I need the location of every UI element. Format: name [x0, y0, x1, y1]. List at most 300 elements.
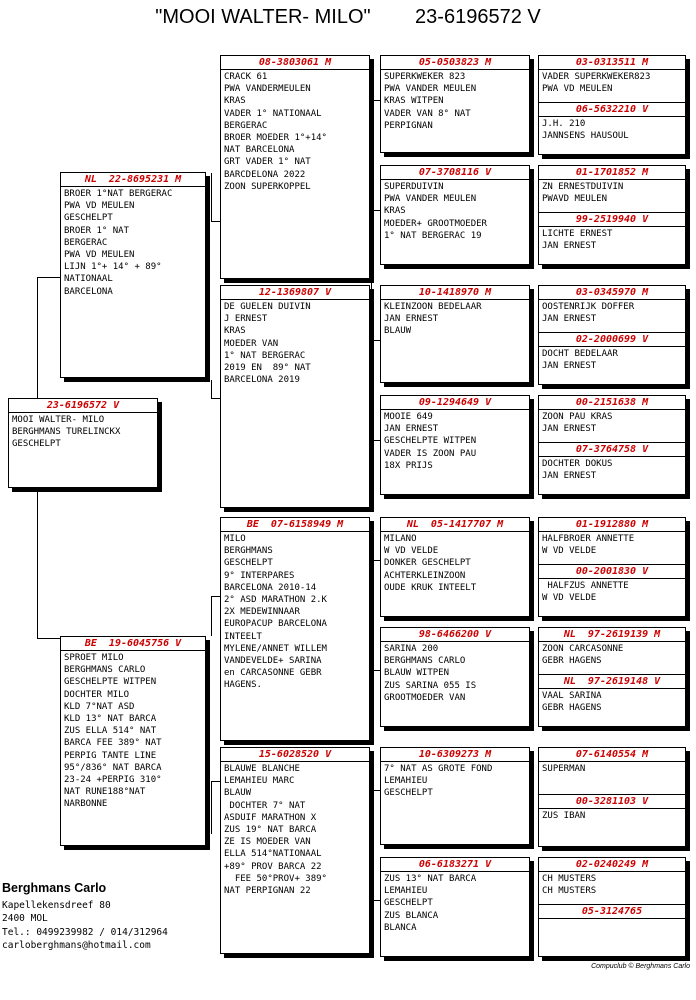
detail-line: ZUS 13° NAT BARCA — [384, 874, 477, 884]
detail-line: HALFZUS ANNETTE — [542, 581, 629, 591]
ring-code: 05-3124765 — [581, 906, 643, 917]
connector-line — [211, 781, 212, 834]
detail-line: J ERNEST — [224, 314, 268, 325]
detail-line: SUPERDUIVIN — [384, 182, 444, 192]
ring-number — [539, 166, 685, 180]
pigeon-details — [221, 532, 369, 693]
detail-line: BROER 1° NAT — [64, 225, 130, 236]
detail-line: BERGERAC — [224, 120, 268, 131]
detail-line: ZOON SUPERKOPPEL — [224, 181, 311, 192]
ring-number — [539, 56, 685, 70]
detail-line: MYLENE/ANNET WILLEM — [224, 643, 327, 654]
pedigree-pair-sire — [539, 396, 685, 442]
pigeon-details — [539, 762, 685, 776]
ring-number — [221, 286, 369, 300]
connector-line — [211, 173, 212, 221]
detail-line: MOOI WALTER- MILO — [12, 415, 105, 425]
detail-line: BERGHMANS — [224, 546, 273, 557]
detail-line: GROOTMOEDER VAN — [384, 692, 466, 703]
owner-email[interactable]: carloberghmans@hotmail.com — [2, 940, 151, 951]
detail-line: CRACK 61 — [224, 72, 268, 82]
detail-line: 7° NAT AS GROTE FOND — [384, 764, 493, 774]
connector-line — [211, 596, 212, 636]
detail-line: JAN ERNEST — [384, 424, 439, 435]
detail-line: BARCELONA 2019 — [224, 375, 300, 386]
detail-line: ZOON PAU KRAS — [542, 412, 613, 422]
ring-code: 98-6466200 V — [418, 629, 492, 640]
pedigree-pair-dam — [539, 332, 685, 384]
detail-line: MILO — [224, 534, 246, 544]
detail-line: VAAL SARINA — [542, 691, 602, 701]
ring-code: 15-6028520 V — [258, 749, 332, 760]
great-grandparent-box[interactable] — [380, 627, 530, 727]
detail-line: JAN ERNEST — [542, 241, 597, 252]
ring-number — [381, 748, 529, 762]
pedigree-pair-dam — [539, 442, 685, 494]
ancestor-pair-box[interactable] — [538, 747, 686, 847]
ancestor-pair-box[interactable] — [538, 395, 686, 495]
pigeon-details — [539, 919, 685, 921]
detail-line: OOSTENRIJK DOFFER — [542, 302, 635, 312]
ring-code: 07-3708116 V — [418, 167, 492, 178]
detail-line: en CARCASONNE GEBR — [224, 668, 322, 679]
connector-line — [37, 277, 38, 399]
great-grandparent-box[interactable] — [380, 285, 530, 383]
detail-line: JAN ERNEST — [384, 314, 439, 325]
pedigree-pair-dam — [539, 904, 685, 956]
pigeon-details — [539, 532, 685, 558]
footer-credit: Compuclub © Berghmans Carlo — [591, 963, 690, 970]
detail-line: ZUS IBAN — [542, 811, 586, 821]
ring-number — [539, 443, 685, 457]
ancestor-pair-box[interactable] — [538, 627, 686, 727]
grandparent-box[interactable] — [220, 747, 370, 954]
pigeon-details — [381, 180, 529, 243]
country-code: BE — [246, 519, 259, 530]
detail-line: NARBONNE — [64, 799, 108, 810]
pedigree-pair-dam — [539, 212, 685, 264]
detail-line: DOCHTER DOKUS — [542, 459, 613, 469]
sire-box[interactable] — [60, 172, 206, 378]
detail-line: LICHTE ERNEST — [542, 229, 613, 239]
detail-line: DONKER GESCHELPT — [384, 558, 471, 569]
detail-line: PWA VD MEULEN — [64, 250, 135, 261]
detail-line: BLAUWE BLANCHE — [224, 764, 300, 774]
pigeon-details — [381, 762, 529, 801]
detail-line: KRAS — [224, 326, 246, 337]
detail-line: GESCHELPT — [64, 213, 113, 224]
ancestor-pair-box[interactable] — [538, 165, 686, 265]
detail-line: GEBR HAGENS — [542, 703, 602, 714]
ring-number — [61, 637, 205, 651]
connector-line — [371, 340, 380, 341]
ring-code: 09-1294649 V — [418, 397, 492, 408]
detail-line: J.H. 210 — [542, 119, 586, 129]
detail-line: GESCHELPT — [384, 788, 433, 799]
pigeon-details — [221, 300, 369, 387]
connector-line — [371, 670, 380, 671]
pigeon-details — [381, 532, 529, 595]
ring-code: 10-1418970 M — [418, 287, 492, 298]
detail-line: GESCHELPT — [384, 898, 433, 909]
detail-line: KRAS WITPEN — [384, 96, 444, 107]
pedigree-pair-sire — [539, 56, 685, 102]
detail-line: BERGHMANS CARLO — [384, 656, 466, 667]
country-code: NL — [84, 174, 97, 185]
ring-code: 03-0345970 M — [575, 287, 649, 298]
connector-line — [211, 380, 212, 398]
ring-number — [539, 905, 685, 919]
ring-number — [539, 286, 685, 300]
detail-line: BROER 1°NAT BERGERAC — [64, 189, 173, 199]
ring-number — [61, 173, 205, 187]
great-grandparent-box[interactable] — [380, 857, 530, 957]
detail-line: MILANO — [384, 534, 417, 544]
connector-line — [371, 560, 380, 561]
detail-line: W VD VELDE — [384, 546, 439, 557]
connector-line — [371, 210, 380, 211]
ring-number — [221, 56, 369, 70]
ring-number — [539, 103, 685, 117]
ancestor-pair-box[interactable] — [538, 55, 686, 155]
ring-number — [539, 333, 685, 347]
ring-code: 05-1417707 M — [430, 519, 504, 530]
detail-line: BARCDELONA 2022 — [224, 169, 306, 180]
pedigree-pair-dam — [539, 102, 685, 154]
pigeon-details — [539, 457, 685, 483]
detail-line: JAN ERNEST — [542, 314, 597, 325]
pigeon-details — [539, 872, 685, 898]
detail-line: 95°/836° NAT BARCA — [64, 762, 162, 773]
detail-line: JAN ERNEST — [542, 361, 597, 372]
detail-line: BARCA FEE 389° NAT — [64, 738, 162, 749]
ring-code: 08-3803061 M — [258, 57, 332, 68]
detail-line: KLD 13° NAT BARCA — [64, 714, 157, 725]
ring-code: 22-8695231 M — [108, 174, 182, 185]
ring-code: 97-2619148 V — [587, 676, 661, 687]
ring-number — [381, 286, 529, 300]
detail-line: ZN ERNESTDUIVIN — [542, 182, 624, 192]
detail-line: GESCHELPTE WITPEN — [64, 677, 157, 688]
ring-code: 02-2000699 V — [575, 334, 649, 345]
detail-line: 2X MEDEWINNAAR — [224, 607, 300, 618]
ring-number — [381, 628, 529, 642]
great-grandparent-box[interactable] — [380, 165, 530, 265]
ring-number — [539, 565, 685, 579]
detail-line: KRAS — [224, 96, 246, 107]
detail-line: GESCHELPTE WITPEN — [384, 436, 477, 447]
detail-line: LEMAHIEU — [384, 886, 428, 897]
detail-line: SPROET MILO — [64, 653, 124, 663]
grandparent-box[interactable] — [220, 517, 370, 741]
detail-line: NAT PERPIGNAN 22 — [224, 886, 311, 897]
owner-name: Berghmans Carlo — [2, 881, 107, 895]
detail-line: MOEDER+ GROOTMOEDER — [384, 218, 487, 229]
detail-line: ZUS BLANCA — [384, 910, 439, 921]
ring-code: 06-6183271 V — [418, 859, 492, 870]
detail-line: BLAUW — [384, 326, 412, 337]
ring-number — [381, 166, 529, 180]
detail-line: LIJN 1°+ 14° + 89° — [64, 262, 162, 273]
pigeon-details — [221, 70, 369, 194]
ring-code: 23-6196572 V — [46, 400, 120, 411]
detail-line: VADER 1° NATIONAAL — [224, 108, 322, 119]
subject-box[interactable] — [8, 398, 158, 488]
ancestor-pair-box[interactable] — [538, 517, 686, 617]
detail-line: BARCELONA 2010-14 — [224, 582, 317, 593]
detail-line: 1° NAT BERGERAC — [224, 350, 306, 361]
pigeon-details — [381, 300, 529, 339]
detail-line: DOCHT BEDELAAR — [542, 349, 618, 359]
owner-address: Kapellekensdreef 80 — [2, 899, 111, 911]
detail-line: DOCHTER 7° NAT — [224, 800, 306, 811]
pigeon-details — [61, 651, 205, 812]
detail-line: MOEDER VAN — [224, 338, 279, 349]
detail-line: PWA VANDERMEULEN — [224, 84, 311, 95]
ring-number — [381, 396, 529, 410]
pigeon-details — [539, 410, 685, 436]
grandparent-box[interactable] — [220, 55, 370, 279]
detail-line: BERGHMANS TURELINCKX — [12, 427, 121, 438]
country-code: BE — [84, 638, 97, 649]
ring-number — [221, 518, 369, 532]
detail-line: NATIONAAL — [64, 274, 113, 285]
detail-line: CH MUSTERS — [542, 886, 597, 897]
detail-line: BARCELONA — [64, 286, 113, 297]
country-code: NL — [563, 629, 576, 640]
ring-number — [539, 396, 685, 410]
connector-line — [211, 398, 220, 399]
detail-line: NAT BARCELONA — [224, 145, 295, 156]
pigeon-details — [381, 410, 529, 473]
detail-line: JAN ERNEST — [542, 471, 597, 482]
detail-line: CH MUSTERS — [542, 874, 597, 884]
grandparent-box[interactable] — [220, 285, 370, 508]
detail-line: BLAUW — [224, 788, 252, 799]
connector-line — [37, 488, 38, 638]
pigeon-details — [539, 300, 685, 326]
detail-line: JAN ERNEST — [542, 424, 597, 435]
connector-line — [211, 781, 220, 782]
detail-line: NAT RUNE188°NAT — [64, 787, 146, 798]
detail-line: INTEELT — [224, 631, 262, 642]
detail-line: PERPIGNAN — [384, 120, 433, 131]
ring-number — [381, 56, 529, 70]
pigeon-details — [539, 227, 685, 253]
detail-line: EUROPACUP BARCELONA — [224, 619, 327, 630]
detail-line: 1° NAT BERGERAC 19 — [384, 230, 482, 241]
great-grandparent-box[interactable] — [380, 517, 530, 617]
connector-line — [371, 790, 372, 900]
ring-code: 05-0503823 M — [418, 57, 492, 68]
detail-line: BERGERAC — [64, 237, 108, 248]
pedigree-pair-dam — [539, 794, 685, 846]
ring-code: 00-2151638 M — [575, 397, 649, 408]
ring-code: 07-3764758 V — [575, 444, 649, 455]
detail-line: SARINA 200 — [384, 644, 439, 654]
detail-line: VADER SUPERKWEKER823 — [542, 72, 651, 82]
owner-info — [2, 882, 168, 953]
detail-line: ASDUIF MARATHON X — [224, 812, 317, 823]
pigeon-details — [539, 642, 685, 668]
pedigree-pair-sire — [539, 858, 685, 904]
pigeon-details — [381, 70, 529, 133]
detail-line: PWAVD MEULEN — [542, 194, 608, 205]
pigeon-details — [9, 413, 157, 452]
connector-line — [211, 596, 220, 597]
pigeon-ring: 23-6196572 V — [415, 6, 541, 28]
pigeon-details — [381, 872, 529, 935]
dam-box[interactable] — [60, 636, 206, 846]
pedigree-pair-dam — [539, 564, 685, 616]
ring-number — [539, 858, 685, 872]
detail-line: +89° PROV BARCA 22 — [224, 861, 322, 872]
pigeon-details — [539, 579, 685, 605]
detail-line: ZUS ELLA 514° NAT — [64, 726, 157, 737]
detail-line: GESCHELPT — [224, 558, 273, 569]
ancestor-pair-box[interactable] — [538, 857, 686, 957]
detail-line: BROER MOEDER 1°+14° — [224, 133, 327, 144]
pedigree-title — [0, 6, 696, 29]
connector-line — [37, 277, 61, 278]
pigeon-details — [539, 809, 685, 823]
great-grandparent-box[interactable] — [380, 395, 530, 495]
detail-line: KLD 7°NAT ASD — [64, 701, 135, 712]
detail-line: PWA VD MEULEN — [542, 84, 613, 95]
ring-number — [539, 518, 685, 532]
detail-line: DE GUELEN DUIVIN — [224, 302, 311, 312]
connector-line — [371, 790, 380, 791]
pedigree-pair-sire — [539, 518, 685, 564]
owner-city: 2400 MOL — [2, 913, 48, 924]
detail-line: 18X PRIJS — [384, 460, 433, 471]
ancestor-pair-box[interactable] — [538, 285, 686, 385]
detail-line: 2019 EN 89° NAT — [224, 363, 311, 374]
pigeon-details — [381, 642, 529, 705]
detail-line: DOCHTER MILO — [64, 689, 130, 700]
detail-line: HALFBROER ANNETTE — [542, 534, 635, 544]
detail-line: MOOIE 649 — [384, 412, 433, 422]
ring-number — [539, 795, 685, 809]
connector-line — [371, 100, 372, 310]
detail-line: PWA VANDER MEULEN — [384, 194, 477, 205]
connector-line — [37, 638, 61, 639]
detail-line: ZOON CARCASONNE — [542, 644, 624, 654]
detail-line: ELLA 514°NATIONAAL — [224, 849, 322, 860]
ring-code: 02-0240249 M — [575, 859, 649, 870]
detail-line: BLAUW WITPEN — [384, 668, 450, 679]
detail-line: FEE 50°PROV+ 389° — [224, 873, 327, 884]
detail-line: KRAS — [384, 206, 406, 217]
detail-line: BERGHMANS CARLO — [64, 665, 146, 676]
pigeon-details — [61, 187, 205, 299]
detail-line: ZUS 19° NAT BARCA — [224, 825, 317, 836]
pigeon-name: "MOOI WALTER- MILO" — [155, 6, 371, 28]
detail-line: ZUS SARINA 055 IS — [384, 680, 477, 691]
ring-code: 03-0313511 M — [575, 57, 649, 68]
ring-code: 00-2001830 V — [575, 566, 649, 577]
pigeon-details — [539, 347, 685, 373]
ring-code: 10-6309273 M — [418, 749, 492, 760]
ring-number — [539, 628, 685, 642]
ring-code: 01-1912880 M — [575, 519, 649, 530]
detail-line: SUPERMAN — [542, 764, 586, 774]
detail-line: ACHTERKLEINZOON — [384, 570, 466, 581]
detail-line: LEMAHIEU MARC — [224, 776, 295, 787]
great-grandparent-box[interactable] — [380, 747, 530, 845]
detail-line: 23-24 +PERPIG 310° — [64, 775, 162, 786]
connector-line — [371, 900, 380, 901]
ring-code: 01-1701852 M — [575, 167, 649, 178]
great-grandparent-box[interactable] — [380, 55, 530, 153]
detail-line: W VD VELDE — [542, 546, 597, 557]
detail-line: HAGENS. — [224, 680, 262, 691]
ring-code: 12-1369807 V — [258, 287, 332, 298]
detail-line: OUDE KRUK INTEELT — [384, 582, 477, 593]
detail-line: JANNSENS HAUSOUL — [542, 131, 629, 142]
ring-code: 99-2519940 V — [575, 214, 649, 225]
connector-line — [211, 221, 220, 222]
connector-line — [371, 340, 372, 440]
detail-line: VADER IS ZOON PAU — [384, 448, 477, 459]
connector-line — [371, 440, 380, 441]
pigeon-details — [539, 117, 685, 143]
detail-line: PWA VANDER MEULEN — [384, 84, 477, 95]
detail-line: VADER VAN 8° NAT — [384, 108, 471, 119]
detail-line: BLANCA — [384, 922, 417, 933]
ring-code: 07-6158949 M — [270, 519, 344, 530]
connector-line — [371, 560, 372, 670]
detail-line: ZE IS MOEDER VAN — [224, 837, 311, 848]
pigeon-details — [539, 180, 685, 206]
ring-number — [381, 858, 529, 872]
detail-line: 9° INTERPARES — [224, 570, 295, 581]
country-code: NL — [563, 676, 576, 687]
ring-code: 00-3281103 V — [575, 796, 649, 807]
detail-line: PERPIG TANTE LINE — [64, 750, 157, 761]
country-code: NL — [406, 519, 419, 530]
ring-number — [381, 518, 529, 532]
ring-code: 97-2619139 M — [587, 629, 661, 640]
detail-line: VANDEVELDE+ SARINA — [224, 656, 322, 667]
detail-line: PWA VD MEULEN — [64, 201, 135, 212]
pigeon-details — [539, 70, 685, 96]
owner-phone: Tel.: 0499239982 / 014/312964 — [2, 926, 168, 938]
ring-number — [9, 399, 157, 413]
pigeon-details — [539, 689, 685, 715]
pigeon-details — [221, 762, 369, 898]
pedigree-pair-sire — [539, 166, 685, 212]
detail-line: GESCHELPT — [12, 439, 61, 450]
detail-line: GEBR HAGENS — [542, 656, 602, 667]
detail-line: 2° ASD MARATHON 2.K — [224, 595, 327, 606]
ring-number — [221, 748, 369, 762]
pedigree-pair-dam — [539, 674, 685, 726]
detail-line: W VD VELDE — [542, 593, 597, 604]
pedigree-pair-sire — [539, 286, 685, 332]
pedigree-pair-sire — [539, 628, 685, 674]
ring-code: 06-5632210 V — [575, 104, 649, 115]
detail-line: LEMAHIEU — [384, 776, 428, 787]
detail-line: KLEINZOON BEDELAAR — [384, 302, 482, 312]
ring-number — [539, 213, 685, 227]
ring-code: 19-6045756 V — [108, 638, 182, 649]
detail-line: GRT VADER 1° NAT — [224, 157, 311, 168]
connector-line — [371, 100, 380, 101]
ring-number — [539, 675, 685, 689]
ring-code: 07-6140554 M — [575, 749, 649, 760]
pedigree-pair-sire — [539, 748, 685, 794]
